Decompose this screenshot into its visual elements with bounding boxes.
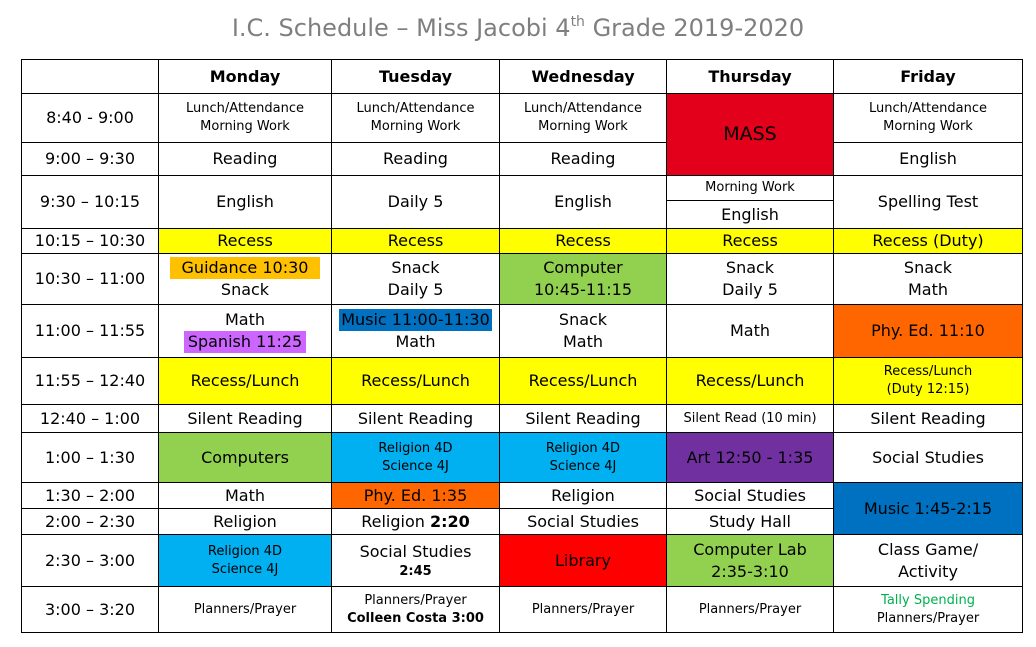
- cell-line: Lunch/Attendance: [356, 101, 475, 117]
- cell-line: Activity: [898, 561, 958, 581]
- cell-line: Science 4J: [549, 458, 617, 474]
- schedule-cell: Math: [667, 305, 834, 358]
- cell-line: Religion 4D: [378, 440, 453, 456]
- time-slot: 3:00 – 3:20: [22, 587, 159, 633]
- schedule-cell: Religion: [159, 509, 332, 535]
- schedule-cell: English: [159, 176, 332, 229]
- schedule-table: [21, 59, 1023, 633]
- schedule-cell: Daily 5: [332, 176, 500, 229]
- schedule-cell: Recess/Lunch: [500, 358, 667, 405]
- schedule-cell: Recess/Lunch: [159, 358, 332, 405]
- schedule-cell: Reading: [500, 143, 667, 176]
- schedule-cell: Silent Reading: [332, 405, 500, 433]
- cell-line: Recess/Lunch: [883, 364, 973, 380]
- schedule-cell: [834, 535, 1023, 587]
- schedule-cell: [667, 254, 834, 305]
- schedule-cell: Silent Reading: [834, 405, 1023, 433]
- time-slot: 9:00 – 9:30: [22, 143, 159, 176]
- cell-line: Snack: [220, 280, 270, 299]
- schedule-cell: Recess/Lunch: [667, 358, 834, 405]
- table-row: [22, 405, 1023, 433]
- cell-line: Morning Work: [200, 119, 290, 134]
- schedule-cell: Recess: [159, 229, 332, 254]
- schedule-cell: Recess/Lunch: [332, 358, 500, 405]
- cell-line: Class Game/: [877, 539, 979, 559]
- phys-ed-cell: Phy. Ed. 1:35: [332, 483, 500, 509]
- cell-line: Social Studies: [359, 541, 472, 561]
- cell-line: Snack: [903, 258, 953, 278]
- cell-line: Lunch/Attendance: [524, 101, 642, 117]
- cell-line: Lunch/Attendance: [869, 101, 987, 117]
- religion-science-cell: [500, 433, 667, 483]
- schedule-cell: Reading: [332, 143, 500, 176]
- cell-line: Snack: [391, 258, 440, 278]
- cell-line: Math: [907, 280, 949, 299]
- schedule-cell: [332, 587, 500, 633]
- cell-line: English: [721, 205, 779, 224]
- schedule-cell: Recess: [332, 229, 500, 254]
- schedule-cell: Study Hall: [667, 509, 834, 535]
- time-slot: 11:55 – 12:40: [22, 358, 159, 405]
- table-row: [22, 229, 1023, 254]
- cell-text: Religion: [361, 511, 430, 531]
- header-friday: Friday: [834, 60, 1023, 94]
- cell-line: Morning Work: [370, 119, 461, 134]
- time-slot: 11:00 – 11:55: [22, 305, 159, 358]
- cell-line: Math: [562, 332, 604, 351]
- time-slot: 9:30 – 10:15: [22, 176, 159, 229]
- schedule-cell: Planners/Prayer: [159, 587, 332, 633]
- schedule-cell: Recess: [667, 229, 834, 254]
- header-monday: Monday: [159, 60, 332, 94]
- schedule-cell: [500, 305, 667, 358]
- art-cell: Art 12:50 - 1:35: [667, 433, 834, 483]
- title-text-suffix: Grade 2019-2020: [584, 14, 805, 42]
- table-row: [22, 433, 1023, 483]
- cell-time-bold: 2:20: [429, 511, 470, 531]
- mass-cell: MASS: [667, 94, 834, 176]
- cell-line: Religion 4D: [207, 543, 283, 559]
- cell-line: Planners/Prayer: [876, 610, 980, 626]
- music-highlight: Music 11:00-11:30: [341, 310, 490, 330]
- schedule-cell: Planners/Prayer: [667, 587, 834, 633]
- cell-line: Daily 5: [722, 280, 778, 299]
- schedule-cell: [332, 535, 500, 587]
- table-row: [22, 358, 1023, 405]
- schedule-cell: [332, 94, 500, 143]
- table-row: [22, 254, 1023, 305]
- schedule-cell: [834, 254, 1023, 305]
- table-row: [22, 94, 1023, 143]
- cell-line: Computer Lab: [693, 539, 807, 559]
- table-row: [22, 176, 1023, 229]
- schedule-cell: Social Studies: [500, 509, 667, 535]
- schedule-cell: [834, 358, 1023, 405]
- computers-cell: Computers: [159, 433, 332, 483]
- guidance-highlight: Guidance 10:30: [170, 257, 321, 279]
- phys-ed-cell: Phy. Ed. 11:10: [834, 305, 1023, 358]
- table-row: [22, 143, 1023, 176]
- table-row: [22, 535, 1023, 587]
- schedule-cell: English: [834, 143, 1023, 176]
- schedule-cell: Reading: [159, 143, 332, 176]
- cell-line: Daily 5: [387, 280, 444, 299]
- cell-line: Science 4J: [211, 561, 279, 577]
- time-slot: 10:30 – 11:00: [22, 254, 159, 305]
- page-title: [0, 14, 1036, 42]
- cell-line: Snack: [725, 258, 775, 278]
- header-blank: [22, 60, 159, 94]
- title-text: I.C. Schedule – Miss Jacobi 4: [231, 14, 571, 42]
- schedule-cell: [500, 94, 667, 143]
- schedule-cell: [159, 94, 332, 143]
- cell-line: Lunch/Attendance: [186, 101, 304, 117]
- cell-line: Math: [224, 310, 266, 330]
- cell-line: Colleen Costa 3:00: [347, 610, 484, 626]
- schedule-cell: Recess: [500, 229, 667, 254]
- time-slot: 2:30 – 3:00: [22, 535, 159, 587]
- music-cell: Music 1:45-2:15: [834, 483, 1023, 535]
- table-row: [22, 305, 1023, 358]
- time-slot: 10:15 – 10:30: [22, 229, 159, 254]
- cell-line: 10:45-11:15: [534, 280, 632, 299]
- schedule-cell: Religion: [500, 483, 667, 509]
- cell-line: (Duty 12:15): [886, 382, 970, 397]
- schedule-cell: Social Studies: [834, 433, 1023, 483]
- schedule-cell: [834, 587, 1023, 633]
- cell-line: Computer: [543, 258, 623, 278]
- time-slot: 1:00 – 1:30: [22, 433, 159, 483]
- schedule-cell: Planners/Prayer: [500, 587, 667, 633]
- schedule-cell: Silent Reading: [159, 405, 332, 433]
- religion-science-cell: [332, 433, 500, 483]
- spanish-highlight: Spanish 11:25: [184, 331, 306, 353]
- computer-lab-cell: [667, 535, 834, 587]
- cell-line: Math: [395, 332, 436, 351]
- schedule-cell: [332, 509, 500, 535]
- schedule-cell: Recess (Duty): [834, 229, 1023, 254]
- cell-line: Planners/Prayer: [364, 592, 467, 608]
- religion-science-cell: [159, 535, 332, 587]
- table-row: [22, 587, 1023, 633]
- cell-line: Snack: [558, 310, 608, 330]
- cell-line: Morning Work: [667, 176, 833, 201]
- cell-line: 2:35-3:10: [711, 561, 789, 581]
- header-tuesday: Tuesday: [332, 60, 500, 94]
- schedule-cell: English: [500, 176, 667, 229]
- cell-line: Morning Work: [538, 119, 628, 134]
- schedule-cell: Spelling Test: [834, 176, 1023, 229]
- schedule-cell: [332, 254, 500, 305]
- title-superscript: th: [570, 14, 585, 30]
- library-cell: Library: [500, 535, 667, 587]
- time-slot: 12:40 – 1:00: [22, 405, 159, 433]
- schedule-cell: Silent Reading: [500, 405, 667, 433]
- cell-line: Science 4J: [382, 458, 449, 474]
- schedule-cell: [159, 305, 332, 358]
- header-thursday: Thursday: [667, 60, 834, 94]
- table-row: [22, 483, 1023, 509]
- tally-spending-text: Tally Spending: [881, 592, 975, 608]
- schedule-cell: [667, 176, 834, 229]
- cell-line: Morning Work: [883, 119, 973, 134]
- time-slot: 8:40 - 9:00: [22, 94, 159, 143]
- schedule-cell: [332, 305, 500, 358]
- schedule-cell: Social Studies: [667, 483, 834, 509]
- time-slot: 1:30 – 2:00: [22, 483, 159, 509]
- header-wednesday: Wednesday: [500, 60, 667, 94]
- computer-cell: [500, 254, 667, 305]
- schedule-cell: [159, 254, 332, 305]
- cell-line: 2:45: [399, 563, 432, 579]
- cell-line: Religion 4D: [545, 440, 621, 456]
- schedule-cell: Silent Read (10 min): [667, 405, 834, 433]
- schedule-cell: Math: [159, 483, 332, 509]
- time-slot: 2:00 – 2:30: [22, 509, 159, 535]
- header-row: [22, 60, 1023, 94]
- schedule-cell: [834, 94, 1023, 143]
